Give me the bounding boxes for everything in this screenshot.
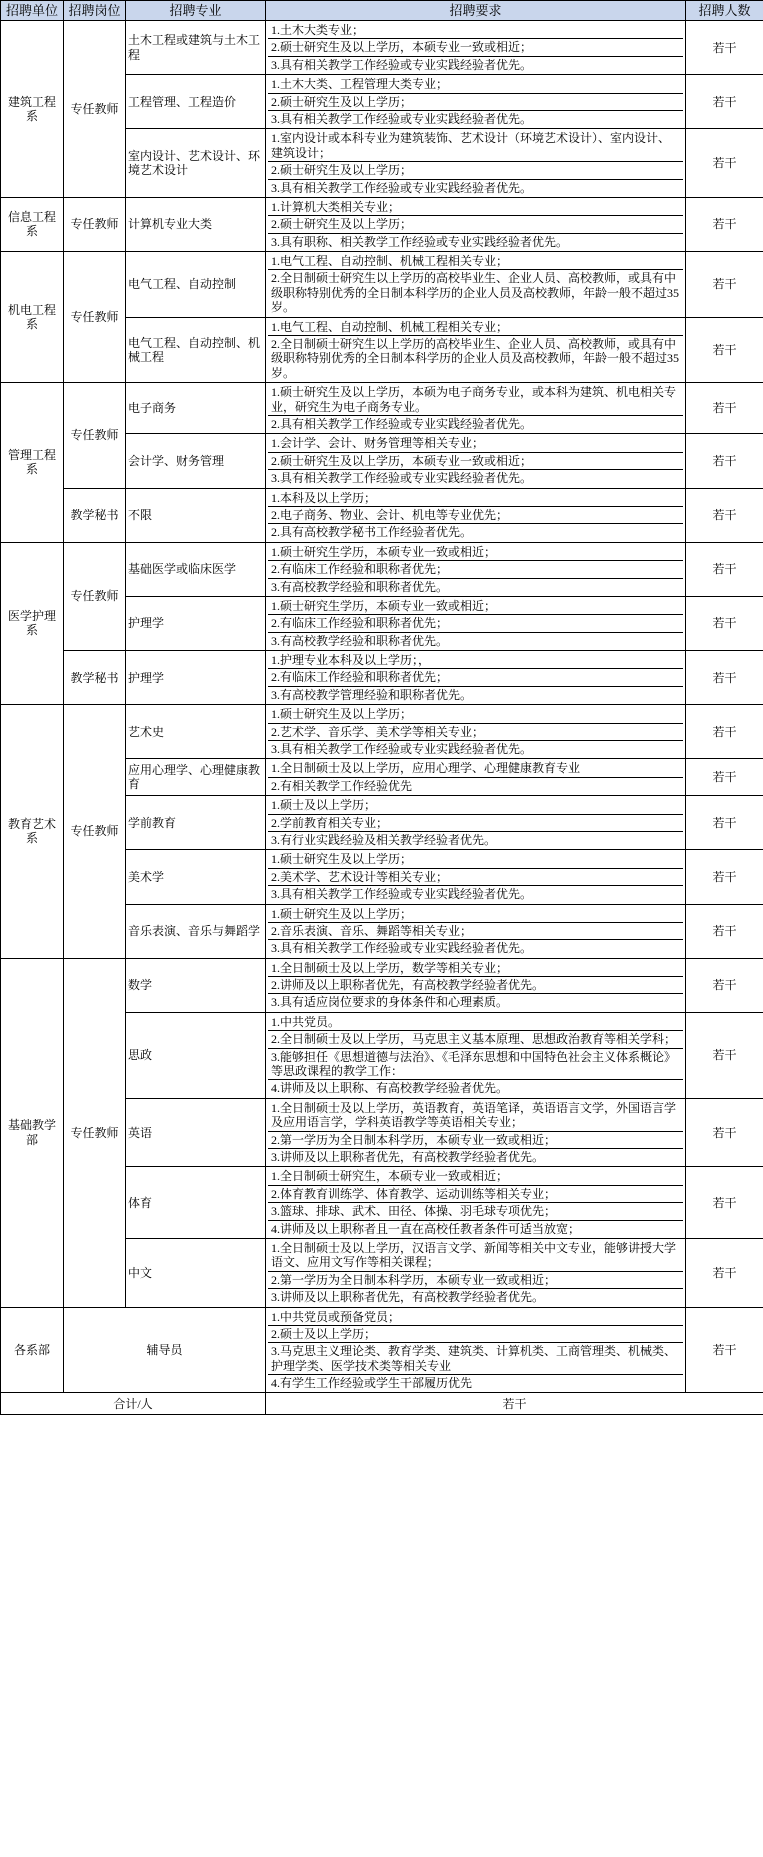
requirement-line: 2.讲师及以上职称者优先，有高校教学经验者优先。 — [268, 977, 683, 994]
cell-requirements — [266, 1167, 686, 1239]
requirement-line: 1.硕士研究生学历，本硕专业一致或相近； — [268, 598, 683, 615]
cell-major: 基础医学或临床医学 — [126, 542, 266, 596]
requirement-line: 2.电子商务、物业、会计、机电等专业优先； — [268, 507, 683, 524]
cell-count: 若干 — [686, 197, 763, 251]
cell-post: 辅导员 — [64, 1307, 266, 1393]
requirement-line: 2.艺术学、音乐学、美术学等相关专业； — [268, 724, 683, 741]
requirement-line: 3.具有相关教学工作经验或专业实践经验者优先。 — [271, 57, 533, 72]
cell-count: 若干 — [686, 958, 763, 1012]
requirement-line: 2.有临床工作经验和职称者优先； — [268, 669, 683, 686]
cell-unit: 建筑工程系 — [1, 21, 64, 198]
cell-count: 若干 — [686, 488, 763, 542]
cell-major: 应用心理学、心理健康教育 — [126, 759, 266, 796]
requirement-line: 2.全日制硕士及以上学历，马克思主义基本原理、思想政治教育等相关学科； — [268, 1031, 683, 1048]
cell-major: 英语 — [126, 1098, 266, 1167]
requirement-line: 2.硕士研究生及以上学历； — [268, 94, 683, 111]
cell-requirements — [266, 434, 686, 488]
cell-count: 若干 — [686, 129, 763, 198]
cell-requirements — [266, 488, 686, 542]
requirement-line: 3.有高校教学管理经验和职称者优先。 — [271, 687, 473, 702]
requirement-line: 1.硕士研究生学历，本硕专业一致或相近； — [268, 544, 683, 561]
table-row — [1, 21, 763, 75]
requirement-line: 3.有行业实践经验及相关教学经验者优先。 — [271, 832, 497, 847]
requirement-line: 1.全日制硕士研究生，本硕专业一致或相近； — [268, 1168, 683, 1185]
cell-requirements — [266, 1307, 686, 1393]
requirement-line: 2.硕士及以上学历； — [268, 1326, 683, 1343]
cell-requirements — [266, 796, 686, 850]
requirement-line: 1.全日制硕士及以上学历，汉语言文学、新闻等相关中文专业，能够讲授大学语文、应用文写作等相关课程； — [268, 1240, 683, 1272]
cell-requirements — [266, 651, 686, 705]
cell-major: 美术学 — [126, 850, 266, 904]
total-label: 合计/人 — [1, 1393, 266, 1415]
cell-count: 若干 — [686, 796, 763, 850]
cell-major: 护理学 — [126, 596, 266, 650]
cell-post: 教学秘书 — [64, 651, 126, 705]
requirement-line: 4.有学生工作经验或学生干部履历优先 — [271, 1376, 473, 1391]
table-row — [1, 252, 763, 318]
cell-count: 若干 — [686, 383, 763, 434]
requirement-line: 1.计算机大类相关专业； — [268, 199, 683, 216]
cell-requirements — [266, 21, 686, 75]
requirement-line: 1.全日制硕士及以上学历，数学等相关专业； — [268, 960, 683, 977]
requirement-line: 2.硕士研究生及以上学历； — [268, 162, 683, 179]
requirement-line: 1.中共党员或预备党员； — [268, 1309, 683, 1326]
cell-count: 若干 — [686, 1012, 763, 1098]
requirement-line: 3.能够担任《思想道德与法治》、《毛泽东思想和中国特色社会主义体系概论》等思政课程的教学工作： — [268, 1049, 683, 1081]
cell-major: 思政 — [126, 1012, 266, 1098]
requirement-line: 1.本科及以上学历； — [268, 490, 683, 507]
header-requirements: 招聘要求 — [266, 1, 686, 21]
requirement-line: 2.具有相关教学工作经验或专业实践经验者优先。 — [271, 416, 533, 431]
cell-count: 若干 — [686, 1238, 763, 1307]
table-row — [1, 705, 763, 759]
requirement-line: 3.有高校教学经验和职称者优先。 — [271, 633, 449, 648]
cell-requirements — [266, 904, 686, 958]
requirement-line: 2.体育教育训练学、体育教学、运动训练等相关专业； — [268, 1186, 683, 1203]
cell-post: 专任教师 — [64, 705, 126, 958]
cell-count: 若干 — [686, 75, 763, 129]
table-row — [1, 958, 763, 1012]
header-count: 招聘人数 — [686, 1, 763, 21]
requirement-line: 3.具有相关教学工作经验或专业实践经验者优先。 — [271, 111, 533, 126]
cell-requirements — [266, 1238, 686, 1307]
cell-requirements — [266, 759, 686, 796]
requirement-line: 2.硕士研究生及以上学历，本硕专业一致或相近； — [268, 39, 683, 56]
requirement-line: 4.讲师及以上职称、有高校教学经验者优先。 — [271, 1081, 509, 1096]
requirement-line: 1.全日制硕士及以上学历，应用心理学、心理健康教育专业 — [268, 760, 683, 777]
requirement-line: 2.学前教育相关专业； — [268, 815, 683, 832]
cell-unit: 管理工程系 — [1, 383, 64, 543]
cell-major: 护理学 — [126, 651, 266, 705]
cell-major: 体育 — [126, 1167, 266, 1239]
cell-major: 中文 — [126, 1238, 266, 1307]
cell-major: 电气工程、自动控制、机械工程 — [126, 317, 266, 383]
cell-count: 若干 — [686, 542, 763, 596]
cell-post: 专任教师 — [64, 252, 126, 383]
requirement-line: 3.讲师及以上职称者优先，有高校教学经验者优先。 — [271, 1290, 545, 1305]
cell-count: 若干 — [686, 1307, 763, 1393]
table-row — [1, 1307, 763, 1393]
requirement-line: 3.马克思主义理论类、教育学类、建筑类、计算机类、工商管理类、机械类、护理学类、医学技术类等相关专业 — [268, 1343, 683, 1375]
requirement-line: 1.硕士及以上学历； — [268, 797, 683, 814]
cell-major: 艺术史 — [126, 705, 266, 759]
cell-requirements — [266, 383, 686, 434]
cell-unit: 基础教学部 — [1, 958, 64, 1307]
requirement-line: 3.有高校教学经验和职称者优先。 — [271, 579, 449, 594]
requirement-line: 3.讲师及以上职称者优先，有高校教学经验者优先。 — [271, 1150, 545, 1164]
requirement-line: 2.具有高校教学秘书工作经验者优先。 — [271, 525, 473, 540]
requirement-line: 1.电气工程、自动控制、机械工程相关专业； — [268, 319, 683, 336]
cell-count: 若干 — [686, 651, 763, 705]
cell-major: 不限 — [126, 488, 266, 542]
requirement-line: 3.具有相关教学工作经验或专业实践经验者优先。 — [271, 742, 533, 757]
requirement-line: 2.美术学、艺术设计等相关专业； — [268, 869, 683, 886]
requirement-line: 1.全日制硕士及以上学历，英语教育，英语笔译，英语语言文学，外国语言学及应用语言学，学科英语教学等英语相关专业； — [268, 1100, 683, 1132]
table-row — [1, 488, 763, 542]
requirement-line: 3.篮球、排球、武术、田径、体操、羽毛球专项优先； — [268, 1203, 683, 1220]
cell-unit: 机电工程系 — [1, 252, 64, 383]
cell-major: 土木工程或建筑与土木工程 — [126, 21, 266, 75]
cell-major: 数学 — [126, 958, 266, 1012]
requirement-line: 1.护理专业本科及以上学历；， — [268, 652, 683, 669]
requirement-line: 3.具有相关教学工作经验或专业实践经验者优先。 — [271, 471, 533, 486]
requirement-line: 2.有相关教学工作经验优先 — [271, 778, 413, 793]
total-value: 若干 — [266, 1393, 763, 1415]
cell-unit: 教育艺术系 — [1, 705, 64, 958]
cell-requirements — [266, 542, 686, 596]
cell-requirements — [266, 1098, 686, 1167]
requirement-line: 4.讲师及以上职称者且一直在高校任教者条件可适当放宽； — [271, 1221, 581, 1236]
cell-post: 专任教师 — [64, 197, 126, 251]
requirement-line: 1.电气工程、自动控制、机械工程相关专业； — [268, 253, 683, 270]
header-post: 招聘岗位 — [64, 1, 126, 21]
requirement-line: 3.具有相关教学工作经验或专业实践经验者优先。 — [271, 180, 533, 195]
header-unit: 招聘单位 — [1, 1, 64, 21]
cell-major: 工程管理、工程造价 — [126, 75, 266, 129]
requirement-line: 1.硕士研究生及以上学历，本硕为电子商务专业，或本科为建筑、机电相关专业，研究生为电子商务专业。 — [268, 384, 683, 416]
table-row — [1, 383, 763, 434]
requirement-line: 1.室内设计或本科专业为建筑装饰、艺术设计（环境艺术设计）、室内设计、建筑设计； — [268, 130, 683, 162]
cell-post: 专任教师 — [64, 542, 126, 650]
table-row — [1, 651, 763, 705]
requirement-line: 1.土木大类、工程管理大类专业； — [268, 76, 683, 93]
cell-count: 若干 — [686, 705, 763, 759]
cell-post: 专任教师 — [64, 21, 126, 198]
cell-requirements — [266, 317, 686, 383]
cell-count: 若干 — [686, 317, 763, 383]
table-body — [1, 21, 763, 1393]
requirement-line: 1.土木大类专业； — [268, 22, 683, 39]
requirement-line: 2.硕士研究生及以上学历； — [268, 216, 683, 233]
requirement-line: 1.会计学、会计、财务管理等相关专业； — [268, 435, 683, 452]
requirement-line: 2.有临床工作经验和职称者优先； — [268, 615, 683, 632]
table-row — [1, 542, 763, 596]
requirement-line: 2.音乐表演、音乐、舞蹈等相关专业； — [268, 923, 683, 940]
requirement-line: 2.第一学历为全日制本科学历，本硕专业一致或相近； — [268, 1272, 683, 1289]
cell-requirements — [266, 958, 686, 1012]
cell-count: 若干 — [686, 850, 763, 904]
header-major: 招聘专业 — [126, 1, 266, 21]
requirement-line: 2.硕士研究生及以上学历，本硕专业一致或相近； — [268, 453, 683, 470]
requirement-line: 2.第一学历为全日制本科学历，本硕专业一致或相近； — [268, 1132, 683, 1149]
cell-unit: 信息工程系 — [1, 197, 64, 251]
cell-requirements — [266, 75, 686, 129]
cell-requirements — [266, 252, 686, 318]
requirement-line: 1.硕士研究生及以上学历； — [268, 706, 683, 723]
cell-requirements — [266, 705, 686, 759]
requirement-line: 3.具有相关教学工作经验或专业实践经验者优先。 — [271, 887, 533, 902]
cell-major: 室内设计、艺术设计、环境艺术设计 — [126, 129, 266, 198]
cell-major: 电气工程、自动控制 — [126, 252, 266, 318]
cell-post: 教学秘书 — [64, 488, 126, 542]
table-header-row — [1, 1, 763, 21]
requirement-line: 1.硕士研究生及以上学历； — [268, 906, 683, 923]
cell-count: 若干 — [686, 1167, 763, 1239]
cell-requirements — [266, 1012, 686, 1098]
cell-requirements — [266, 850, 686, 904]
requirement-line: 1.中共党员。 — [268, 1014, 683, 1031]
requirement-line: 3.具有相关教学工作经验或专业实践经验者优先。 — [271, 941, 533, 956]
cell-major: 音乐表演、音乐与舞蹈学 — [126, 904, 266, 958]
cell-count: 若干 — [686, 904, 763, 958]
total-row — [1, 1393, 763, 1415]
cell-count: 若干 — [686, 1098, 763, 1167]
cell-post: 专任教师 — [64, 958, 126, 1307]
cell-unit: 各系部 — [1, 1307, 64, 1393]
requirement-line: 2.有临床工作经验和职称者优先； — [268, 561, 683, 578]
table-row — [1, 197, 763, 251]
cell-count: 若干 — [686, 21, 763, 75]
cell-count: 若干 — [686, 252, 763, 318]
cell-post: 专任教师 — [64, 383, 126, 488]
cell-requirements — [266, 596, 686, 650]
cell-major: 学前教育 — [126, 796, 266, 850]
cell-unit: 医学护理系 — [1, 542, 64, 705]
requirement-line: 3.具有适应岗位要求的身体条件和心理素质。 — [271, 995, 509, 1010]
requirement-line: 2.全日制硕士研究生以上学历的高校毕业生、企业人员、高校教师，或具有中级职称特别优秀的全日制本科学历的企业人员及高校教师，年龄一般不超过35岁。 — [271, 271, 680, 315]
cell-count: 若干 — [686, 596, 763, 650]
requirement-line: 1.硕士研究生及以上学历； — [268, 851, 683, 868]
requirement-line: 3.具有职称、相关教学工作经验或专业实践经验者优先。 — [271, 234, 569, 249]
cell-major: 会计学、财务管理 — [126, 434, 266, 488]
cell-count: 若干 — [686, 434, 763, 488]
cell-major: 电子商务 — [126, 383, 266, 434]
requirement-line: 2.全日制硕士研究生以上学历的高校毕业生、企业人员、高校教师，或具有中级职称特别优秀的全日制本科学历的企业人员及高校教师，年龄一般不超过35岁。 — [271, 337, 680, 380]
cell-count: 若干 — [686, 759, 763, 796]
cell-major: 计算机专业大类 — [126, 197, 266, 251]
cell-requirements — [266, 197, 686, 251]
cell-requirements — [266, 129, 686, 198]
